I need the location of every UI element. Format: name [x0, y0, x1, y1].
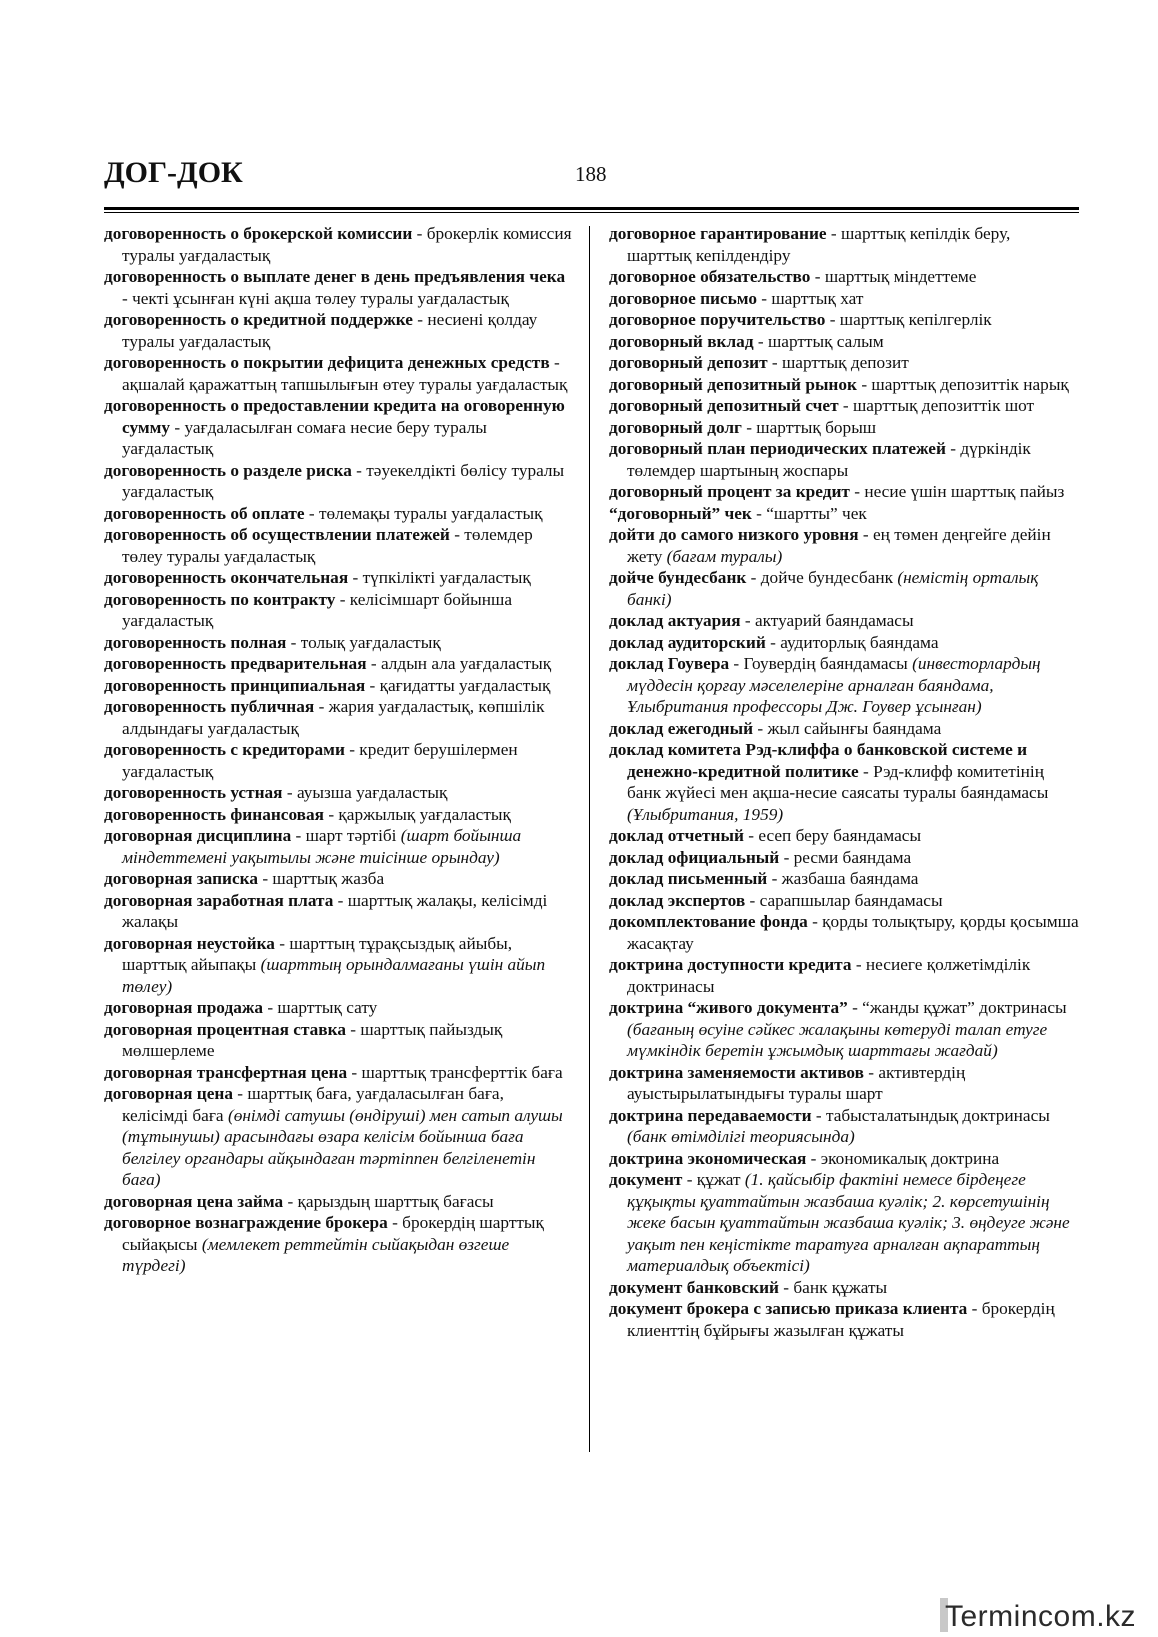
entry-term: договорный вклад: [609, 331, 754, 351]
dictionary-entry: [609, 481, 1079, 503]
entry-note: (бағам туралы): [666, 546, 783, 566]
entry-definition: - шарттық пайыздық мөлшерлеме: [122, 1019, 503, 1060]
entry-definition: - шарт тәртібі: [291, 826, 401, 845]
entry-definition: - шарттық депозит: [767, 353, 909, 372]
entry-term: доктрина экономическая: [609, 1148, 807, 1168]
entry-term: договоренность принципиальная: [104, 675, 366, 695]
entry-note: (инвесторлардың мүддесін қорғау мәселелеріне арналған баяндама, Ұлыбритания профессоры Дж. Гоувер ұсынған): [627, 654, 1041, 716]
dictionary-entry: [104, 589, 572, 632]
entry-definition: - уағдаласылған сомаға несие беру туралы уағдаластық: [122, 417, 487, 458]
entry-term: документ банковский: [609, 1277, 779, 1297]
entry-term: договоренность о брокерской комиссии: [104, 224, 413, 243]
entry-definition: - чекті ұсынған күні ақша төлеу туралы уағдаластық: [122, 288, 509, 308]
page-number: 188: [575, 162, 607, 186]
dictionary-entry: [104, 524, 572, 567]
entry-term: договорный долг: [609, 417, 742, 437]
dictionary-entry: [104, 782, 572, 804]
dictionary-entry: [609, 1062, 1079, 1105]
entry-term: договорное вознаграждение брокера: [104, 1213, 388, 1232]
entry-term: доктрина передаваемости: [609, 1105, 812, 1125]
entry-note: (бағаның өсуіне сәйкес жалақыны көтеруді талап етуге мүмкіндік беретін ұжымдық шарттағы жағдай): [627, 1019, 1048, 1060]
entry-term: договорная трансфертная цена: [104, 1062, 348, 1082]
dictionary-entry: [609, 309, 1079, 331]
entry-term: договорная неустойка: [104, 933, 275, 953]
entry-definition: - активтердің ауыстырылатындығы туралы шарт: [627, 1062, 966, 1103]
dictionary-entry: [609, 825, 1079, 847]
dictionary-entry: [104, 1083, 572, 1191]
entry-term: дойти до самого низкого уровня: [609, 525, 859, 544]
dictionary-entry: [609, 1105, 1079, 1148]
dictionary-entry: [609, 911, 1079, 954]
entry-definition: - шарттық депозиттік шот: [838, 396, 1035, 415]
entry-definition: - экономикалық доктрина: [806, 1148, 1000, 1168]
entry-definition: - тәуекелдікті бөлісу туралы уағдаластық: [122, 460, 565, 501]
dictionary-entry: [609, 632, 1079, 654]
dictionary-entry: [609, 503, 1079, 525]
entry-definition: - жария уағдаластық, көпшілік алдындағы уағдаластық: [122, 697, 545, 738]
entry-term: договорная цена займа: [104, 1191, 284, 1211]
entry-definition: - шарттық салым: [753, 331, 884, 351]
entry-term: докомплектование фонда: [609, 912, 808, 931]
entry-definition: - төлемдер төлеу туралы уағдаластық: [122, 525, 533, 566]
dictionary-entry: [104, 675, 572, 697]
entry-definition: - актуарий баяндамасы: [740, 611, 914, 630]
entry-term: доклад комитета Рэд-клиффа о банковской системе и денежно-кредитной политике: [609, 740, 1028, 781]
entry-definition: - шарттық жалақы, келісімді жалақы: [122, 890, 548, 931]
entry-definition: - қорды толықтыру, қорды қосымша жасақтау: [627, 912, 1079, 953]
entry-term: доклад Гоувера: [609, 654, 730, 673]
entry-term: договоренность о покрытии дефицита денежных средств: [104, 353, 550, 372]
entry-term: договорное поручительство: [609, 310, 826, 329]
dictionary-entry: [609, 417, 1079, 439]
dictionary-entry: [609, 868, 1079, 890]
dictionary-entry: [104, 352, 572, 395]
entry-term: договоренность полная: [104, 632, 287, 652]
entry-term: доктрина заменяемости активов: [609, 1062, 864, 1082]
entry-definition: - сарапшылар баяндамасы: [745, 890, 943, 910]
dictionary-entry: [104, 933, 572, 998]
entry-term: договорный план периодических платежей: [609, 439, 946, 458]
entry-definition: - шарттық трансферттік баға: [347, 1062, 563, 1082]
entry-definition: - дойче бундесбанк: [746, 568, 898, 587]
entry-term: дойче бундесбанк: [609, 568, 747, 587]
entry-term: “договорный” чек: [609, 503, 752, 523]
entry-term: договоренность о кредитной поддержке: [104, 310, 413, 329]
entry-term: договоренность об осуществлении платежей: [104, 525, 450, 544]
dictionary-entry: [104, 503, 572, 525]
entry-term: договорный депозитный счет: [609, 396, 839, 415]
entry-definition: - Гоувердің баяндамасы: [729, 654, 913, 673]
dictionary-entry: [609, 890, 1079, 912]
dictionary-entry: [104, 804, 572, 826]
dictionary-entry: [609, 352, 1079, 374]
entry-definition: - шарттық баға, уағдаласылған баға, келісімді баға: [122, 1084, 504, 1125]
dictionary-entry: [104, 266, 572, 309]
entry-term: доктрина доступности кредита: [609, 955, 852, 974]
entry-note: (өнімді сатушы (өндіруші) мен сатып алушы (тұтынушы) арасындағы өзара келісім бойынша баға белгілеу органдары айқындаған тәртіппен белгіленетін баға): [122, 1105, 563, 1189]
entry-definition: - аудиторлық баяндама: [765, 632, 939, 652]
dictionary-entry: [609, 223, 1079, 266]
entry-definition: - Рэд-клифф комитетінің банк жүйесі мен ақша-несие саясаты туралы баяндамасы: [627, 761, 1049, 802]
entry-term: договоренность с кредиторами: [104, 740, 345, 759]
entry-term: доктрина “живого документа”: [609, 998, 848, 1017]
entry-definition: - түпкілікті уағдаластық: [348, 568, 531, 587]
entry-note: (банк өтімділігі теориясында): [627, 1127, 855, 1146]
dictionary-entry: [609, 610, 1079, 632]
entry-term: договорный депозитный рынок: [609, 374, 857, 394]
entry-definition: - жазбаша баяндама: [767, 869, 919, 888]
entry-definition: - құжат: [682, 1170, 745, 1189]
entry-definition: - “шартты” чек: [751, 503, 867, 523]
dictionary-entry: [104, 868, 572, 890]
entry-note: (шарт бойынша міндеттемені уақытылы және тиісінше орындау): [122, 826, 522, 867]
left-column: [104, 223, 572, 1277]
entry-definition: - ауызша уағдаластық: [282, 783, 448, 802]
dictionary-entry: [609, 567, 1079, 610]
dictionary-entry: [609, 1169, 1079, 1277]
dictionary-entry: [609, 997, 1079, 1062]
entry-term: доклад экспертов: [609, 890, 746, 910]
entry-definition: - шарттың тұрақсыздық айыбы, шарттық айыпақы: [122, 933, 513, 974]
entry-definition: - шарттық сату: [263, 998, 378, 1017]
entry-definition: - дүркіндік төлемдер шартының жоспары: [627, 439, 1031, 480]
entry-note: (Ұлыбритания, 1959): [627, 804, 784, 824]
entry-term: договоренность публичная: [104, 697, 315, 716]
entry-term: документ: [609, 1170, 683, 1189]
running-head: ДОГ-ДОК: [104, 156, 243, 189]
dictionary-entry: [609, 524, 1079, 567]
entry-definition: - шарттық кепілгерлік: [825, 310, 992, 329]
entry-definition: - шарттық жазба: [258, 869, 385, 888]
entry-term: доклад письменный: [609, 869, 768, 888]
entry-term: договорная продажа: [104, 998, 264, 1017]
entry-definition: - шарттық депозиттік нарық: [857, 374, 1069, 394]
entry-note: (немістің орталық банкі): [627, 568, 1039, 609]
entry-term: доклад аудиторский: [609, 632, 766, 652]
dictionary-entry: [104, 395, 572, 460]
dictionary-entry: [104, 460, 572, 503]
entry-term: договоренность о предоставлении кредита на оговоренную сумму: [104, 396, 565, 437]
entry-definition: - табысталатындық доктринасы: [811, 1105, 1050, 1125]
dictionary-entry: [104, 567, 572, 589]
dictionary-entry: [609, 331, 1079, 353]
entry-term: договорный процент за кредит: [609, 482, 850, 501]
column-divider: [589, 226, 590, 1452]
entry-definition: - жыл сайынғы баяндама: [753, 718, 942, 738]
entry-term: договоренность об оплате: [104, 503, 305, 523]
entry-definition: - қаржылық уағдаластық: [324, 804, 511, 824]
entry-term: договоренность финансовая: [104, 804, 324, 824]
dictionary-entry: [609, 739, 1079, 825]
entry-definition: - несиеге қолжетімділік доктринасы: [627, 955, 1031, 996]
dictionary-entry: [104, 739, 572, 782]
entry-definition: - кредит берушілермен уағдаластық: [122, 740, 518, 781]
dictionary-entry: [104, 1062, 572, 1084]
entry-definition: - брокердің шарттық сыйақысы: [122, 1213, 544, 1254]
entry-term: договоренность устная: [104, 783, 283, 802]
entry-term: договоренность окончательная: [104, 568, 349, 587]
entry-term: договоренность о выплате денег в день предъявления чека: [104, 267, 566, 286]
entry-term: договоренность предварительная: [104, 654, 367, 673]
entry-note: (шарттың орындалмағаны үшін айып төлеу): [122, 955, 546, 996]
dictionary-entry: [104, 223, 572, 266]
entry-definition: - толық уағдаластық: [286, 632, 441, 652]
entry-term: договорная цена: [104, 1084, 233, 1103]
dictionary-entry: [104, 632, 572, 654]
entry-term: доклад актуария: [609, 611, 741, 630]
entry-term: договорное обязательство: [609, 267, 811, 286]
entry-definition: - келісімшарт бойынша уағдаластық: [122, 589, 513, 630]
entry-definition: - ақшалай қаражаттың тапшылығын өтеу туралы уағдаластық: [122, 353, 568, 394]
entry-term: договорная процентная ставка: [104, 1019, 346, 1039]
entry-definition: - ресми баяндама: [779, 847, 912, 867]
entry-term: договорный депозит: [609, 353, 768, 372]
dictionary-entry: [104, 309, 572, 352]
dictionary-entry: [609, 1148, 1079, 1170]
entry-term: договорное письмо: [609, 288, 757, 308]
dictionary-entry: [104, 825, 572, 868]
dictionary-entry: [609, 1298, 1079, 1341]
dictionary-entry: [104, 1019, 572, 1062]
entry-definition: - несие үшін шарттық пайыз: [849, 482, 1065, 501]
right-column: [609, 223, 1079, 1341]
entry-definition: - қағидатты уағдаластық: [365, 675, 551, 695]
entry-definition: - төлемақы туралы уағдаластық: [304, 503, 543, 523]
entry-definition: - ең төмен деңгейге дейін жету: [627, 525, 1051, 566]
dictionary-entry: [609, 718, 1079, 740]
watermark: Termincom.kz: [945, 1600, 1137, 1633]
dictionary-entry: [104, 1191, 572, 1213]
dictionary-entry: [609, 847, 1079, 869]
dictionary-entry: [104, 653, 572, 675]
entry-note: (1. қайсыбір фактіні немесе бірдеңеге құқықты қуаттайтын жазбаша куәлік; 2. көрсетушінің жеке басын қуаттайтын жазбаша куәлік; 3. өңдеуге және уақыт пен кеңістікте таратуға арналған ақпараттың материалдық объектісі): [627, 1170, 1070, 1275]
header-rule-thin: [104, 212, 1079, 213]
dictionary-entry: [609, 438, 1079, 481]
entry-definition: - алдын ала уағдаластық: [366, 654, 552, 673]
dictionary-entry: [609, 374, 1079, 396]
dictionary-entry: [104, 1212, 572, 1277]
entry-definition: - шарттық кепілдік беру, шарттық кепілдендіру: [627, 224, 1011, 265]
entry-definition: - несиені қолдау туралы уағдаластық: [122, 310, 538, 351]
entry-term: договорная записка: [104, 869, 259, 888]
entry-definition: - банк құжаты: [778, 1277, 888, 1297]
entry-definition: - шарттық міндеттеме: [810, 267, 977, 286]
entry-definition: - шарттық хат: [756, 288, 864, 308]
dictionary-entry: [609, 266, 1079, 288]
entry-term: договорная заработная плата: [104, 890, 334, 910]
entry-term: договоренность о разделе риска: [104, 460, 352, 480]
entry-term: доклад ежегодный: [609, 718, 754, 738]
dictionary-entry: [609, 395, 1079, 417]
entry-note: (мемлекет реттейтін сыйақыдан өзгеше түрдегі): [122, 1234, 510, 1275]
entry-definition: - шарттық борыш: [741, 417, 877, 437]
entry-definition: - “жанды құжат” доктринасы: [847, 998, 1067, 1017]
entry-term: договорная дисциплина: [104, 826, 292, 845]
header-rule-thick: [104, 207, 1079, 210]
dictionary-entry: [609, 288, 1079, 310]
entry-definition: - есеп беру баяндамасы: [743, 826, 922, 845]
entry-term: доклад отчетный: [609, 826, 744, 845]
dictionary-entry: [609, 954, 1079, 997]
entry-term: документ брокера с записью приказа клиента: [609, 1299, 968, 1318]
dictionary-entry: [104, 997, 572, 1019]
entry-definition: - брокерлік комиссия туралы уағдаластық: [122, 224, 572, 265]
entry-term: договоренность по контракту: [104, 589, 336, 609]
entry-term: договорное гарантирование: [609, 224, 827, 243]
dictionary-entry: [104, 696, 572, 739]
dictionary-entry: [609, 1277, 1079, 1299]
dictionary-entry: [609, 653, 1079, 718]
entry-term: доклад официальный: [609, 847, 780, 867]
entry-definition: - брокердің клиенттің бұйрығы жазылған құжаты: [627, 1299, 1055, 1340]
dictionary-entry: [104, 890, 572, 933]
entry-definition: - қарыздың шарттық бағасы: [283, 1191, 494, 1211]
